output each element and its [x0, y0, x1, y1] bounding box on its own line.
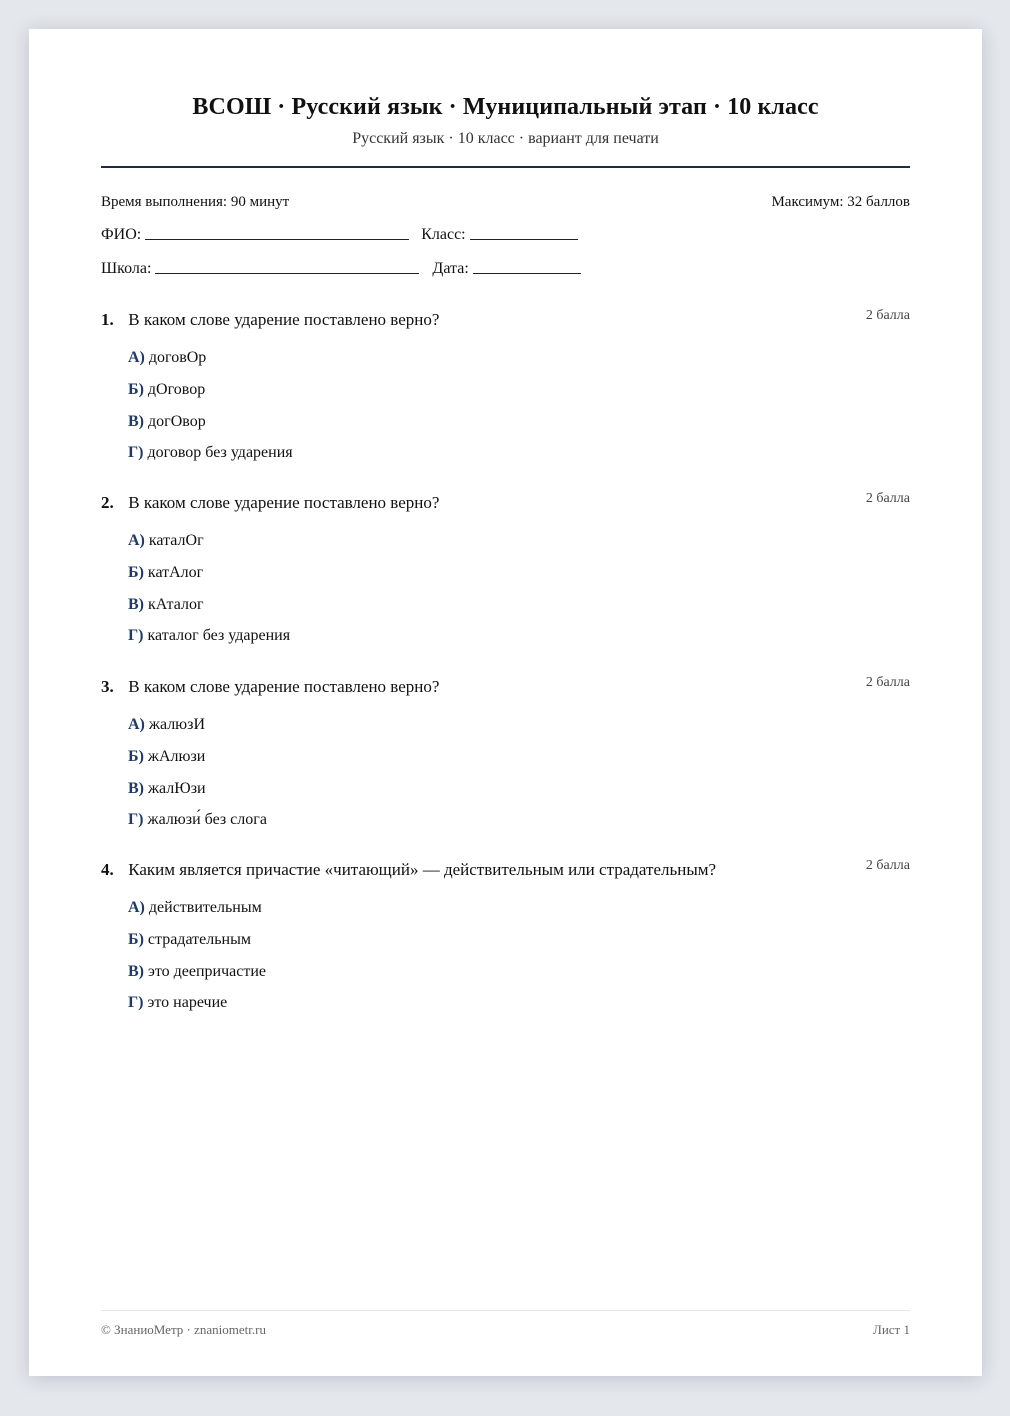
answer-option-g[interactable] [128, 810, 267, 842]
option-text: договОр [148, 349, 207, 366]
answer-option-a[interactable] [128, 715, 267, 747]
answer-option-a[interactable] [128, 348, 293, 380]
option-text: догОвор [148, 412, 206, 430]
fio-blank-line[interactable] [145, 238, 409, 240]
option-text: это наречие [147, 994, 228, 1012]
question-number: 3. [101, 677, 114, 696]
option-letter: В) [128, 962, 144, 980]
question-header [101, 860, 910, 884]
footer-divider [101, 1310, 910, 1311]
answer-option-v[interactable] [128, 962, 266, 994]
answer-option-v[interactable] [128, 779, 267, 811]
answer-options [128, 348, 293, 475]
exam-sheet [29, 29, 982, 1376]
time-limit: Время выполнения: 90 минут [101, 194, 290, 210]
exam-meta [101, 194, 910, 211]
option-text: страдательным [147, 930, 251, 948]
option-letter: А) [128, 899, 145, 916]
option-letter: В) [128, 595, 144, 613]
footer-copyright: © ЗнаниоМетр · znaniometr.ru [101, 1322, 266, 1337]
question-points: 2 балла [865, 675, 910, 690]
question-points: 2 балла [865, 308, 910, 323]
fio-label: ФИО: [101, 226, 142, 243]
question-2 [101, 491, 910, 645]
answer-option-v[interactable] [128, 412, 293, 444]
option-letter: Г) [128, 811, 144, 829]
answer-options [128, 531, 290, 658]
option-text: катАлог [147, 563, 204, 581]
option-text: кАталог [148, 595, 204, 613]
option-text: жалюзи́ без слога [147, 811, 267, 829]
option-letter: Г) [128, 627, 144, 645]
option-text: действительным [148, 899, 262, 916]
option-letter: А) [128, 349, 145, 366]
answer-options [128, 898, 266, 1025]
option-letter: В) [128, 779, 144, 797]
answer-option-v[interactable] [128, 595, 290, 627]
answer-options [128, 715, 267, 842]
option-text: жАлюзи [147, 747, 206, 765]
option-letter: А) [128, 716, 145, 733]
sheet-number: Лист 1 [873, 1322, 910, 1337]
answer-option-a[interactable] [128, 531, 290, 563]
date-label: Дата: [432, 260, 469, 277]
header-divider [101, 166, 910, 168]
question-points: 2 балла [865, 858, 910, 873]
question-number: 4. [101, 860, 114, 879]
option-letter: Г) [128, 994, 144, 1012]
student-fields-row-2 [101, 260, 581, 278]
option-letter: Б) [128, 747, 144, 765]
student-fields-row-1 [101, 226, 578, 244]
answer-option-b[interactable] [128, 930, 266, 962]
class-label: Класс: [421, 226, 466, 243]
option-letter: Г) [128, 444, 144, 462]
page-subtitle: Русский язык · 10 класс · вариант для печати [352, 130, 659, 147]
question-text: Каким является причастие «читающий» — действительным или страдательным? [128, 860, 717, 879]
page-title: ВСОШ · Русский язык · Муниципальный этап · 10 класс [192, 94, 819, 120]
page-footer [101, 1322, 910, 1338]
question-header [101, 677, 910, 701]
answer-option-g[interactable] [128, 993, 266, 1025]
question-number: 2. [101, 493, 114, 512]
option-text: это деепричастие [148, 962, 267, 980]
option-letter: В) [128, 412, 144, 430]
option-letter: Б) [128, 380, 144, 398]
answer-option-b[interactable] [128, 563, 290, 595]
option-letter: Б) [128, 563, 144, 581]
question-points: 2 балла [865, 491, 910, 506]
question-text: В каком слове ударение поставлено верно? [128, 493, 440, 512]
date-blank-line[interactable] [473, 272, 581, 274]
answer-option-b[interactable] [128, 747, 267, 779]
max-score: Максимум: 32 баллов [771, 194, 910, 210]
option-text: жалЮзи [148, 779, 206, 797]
question-number: 1. [101, 310, 114, 329]
option-text: договор без ударения [147, 444, 293, 462]
option-text: жалюзИ [148, 716, 205, 733]
school-blank-line[interactable] [155, 272, 419, 274]
school-label: Школа: [101, 260, 152, 277]
option-letter: А) [128, 532, 145, 549]
answer-option-b[interactable] [128, 380, 293, 412]
class-blank-line[interactable] [470, 238, 578, 240]
answer-option-g[interactable] [128, 443, 293, 475]
option-text: дОговор [147, 380, 206, 398]
question-text: В каком слове ударение поставлено верно? [128, 310, 440, 329]
option-letter: Б) [128, 930, 144, 948]
question-header [101, 310, 910, 334]
option-text: каталОг [148, 532, 204, 549]
question-3 [101, 675, 910, 829]
answer-option-g[interactable] [128, 626, 290, 658]
answer-option-a[interactable] [128, 898, 266, 930]
question-header [101, 493, 910, 517]
question-1 [101, 308, 910, 462]
option-text: каталог без ударения [147, 627, 291, 645]
question-text: В каком слове ударение поставлено верно? [128, 677, 440, 696]
question-4 [101, 858, 910, 1012]
